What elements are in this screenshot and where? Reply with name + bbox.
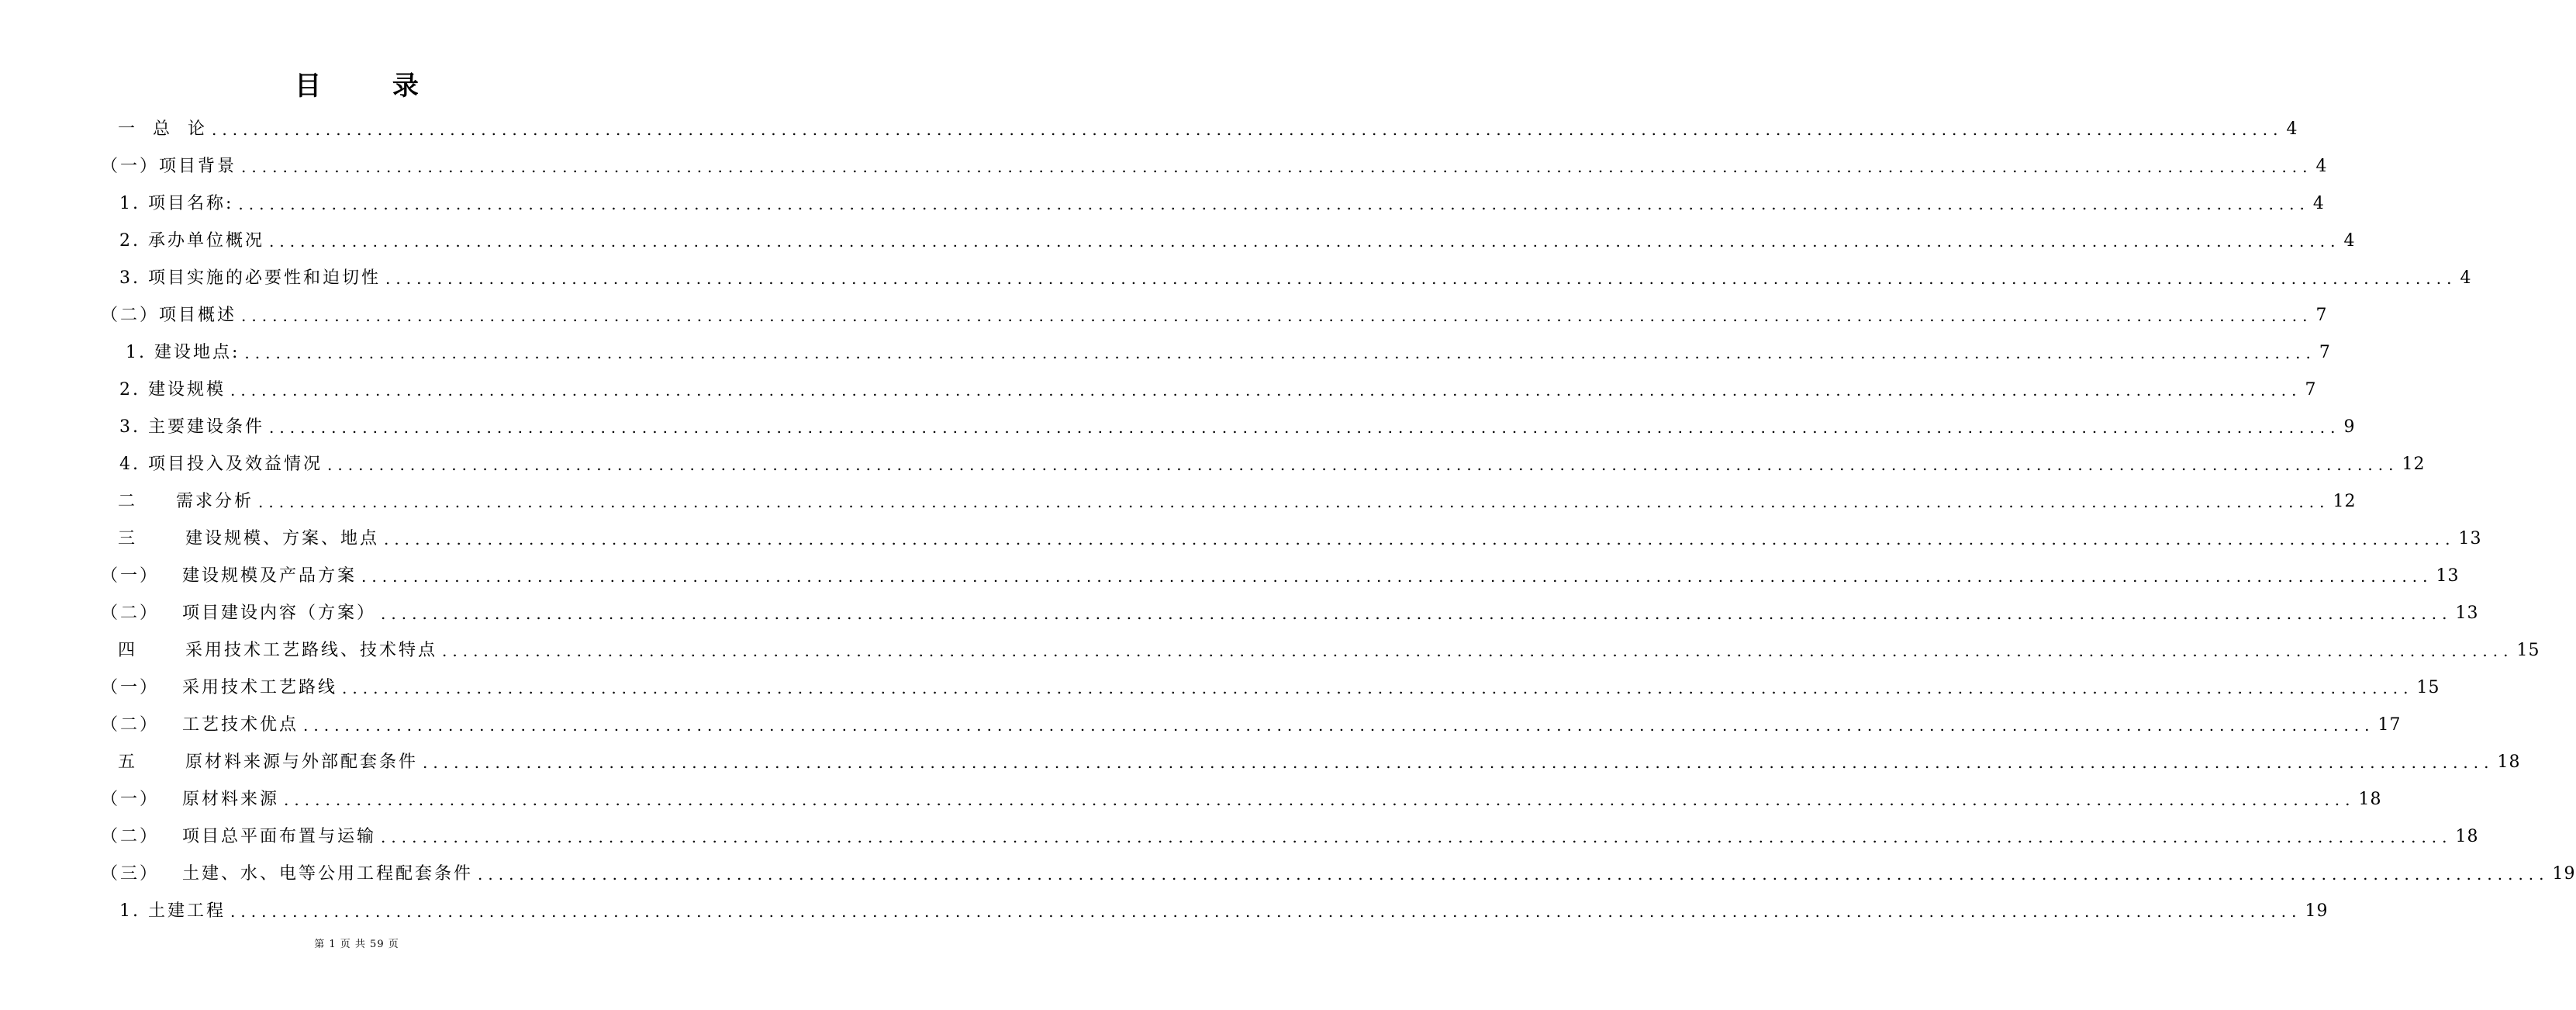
toc-entry-label: 建设规模 xyxy=(147,380,226,400)
toc-entry-page: 12 xyxy=(2402,455,2426,474)
toc-entry-label: 原材料来源 xyxy=(182,790,280,809)
toc-leader-dots: ........................................................................................................................................................................................................ xyxy=(230,381,2302,400)
toc-entry-number: （二） xyxy=(101,715,160,735)
toc-entry-number: （一） xyxy=(101,790,160,809)
toc-entry-number: 3. xyxy=(119,417,148,437)
toc-entry-number: 1. xyxy=(126,343,154,362)
toc-leader-dots: ........................................................................................................................................................................................................ xyxy=(212,120,2284,139)
toc-entry[interactable] xyxy=(101,113,2298,141)
toc-leader-dots: ........................................................................................................................................................................................................ xyxy=(327,455,2399,474)
toc-entry-label: 项目实施的必要性和迫切性 xyxy=(147,268,381,288)
toc-entry-label: 建设规模、方案、地点 xyxy=(185,529,380,548)
toc-leader-dots: ........................................................................................................................................................................................................ xyxy=(241,157,2313,176)
toc-leader-dots: ........................................................................................................................................................................................................ xyxy=(361,567,2433,586)
toc-entry-page: 18 xyxy=(2497,752,2521,772)
toc-entry-label: 项目概述 xyxy=(159,306,237,325)
toc-entry[interactable] xyxy=(101,299,2328,327)
toc-entry-number: （二） xyxy=(101,306,160,325)
toc-entry-page: 13 xyxy=(2458,529,2482,548)
toc-entry[interactable] xyxy=(101,225,2356,253)
toc-entry-label: 采用技术工艺路线 xyxy=(182,678,338,697)
toc-entry-page: 7 xyxy=(2319,343,2331,362)
page-number-text: 第 1 页 共 59 页 xyxy=(314,939,399,950)
toc-entry-number: （一） xyxy=(101,566,160,586)
toc-entry[interactable] xyxy=(101,188,2325,216)
toc-entry-label: 项目名称: xyxy=(147,194,234,213)
toc-leader-dots: ........................................................................................................................................................................................................ xyxy=(244,344,2316,362)
toc-entry-page: 7 xyxy=(2315,306,2328,325)
toc-entry-page: 19 xyxy=(2552,864,2576,884)
toc-entry[interactable] xyxy=(101,746,2521,774)
toc-entry[interactable] xyxy=(101,821,2479,849)
toc-entry-number: （二） xyxy=(101,827,160,846)
toc-entry[interactable] xyxy=(101,597,2479,625)
toc-entry-label: 采用技术工艺路线、技术特点 xyxy=(185,641,438,660)
toc-entry[interactable] xyxy=(101,448,2426,476)
toc-entry-label: 建设地点: xyxy=(154,343,240,362)
toc-leader-dots: ........................................................................................................................................................................................................ xyxy=(230,902,2302,921)
toc-leader-dots: ........................................................................................................................................................................................................ xyxy=(303,716,2375,735)
toc-entry-number: 五 xyxy=(118,752,153,772)
toc-entry-label: 项目建设内容（方案） xyxy=(182,604,377,623)
toc-entry-label: 土建、水、电等公用工程配套条件 xyxy=(182,864,474,884)
toc-leader-dots: ........................................................................................................................................................................................................ xyxy=(269,418,2341,437)
document-title: 目 录 xyxy=(295,71,450,102)
toc-leader-dots: ........................................................................................................................................................................................................ xyxy=(258,493,2330,511)
toc-entry-number: 3. xyxy=(119,268,148,288)
toc-entry-page: 4 xyxy=(2343,231,2356,251)
toc-entry-page: 17 xyxy=(2377,715,2402,735)
toc-entry-label: 原材料来源与外部配套条件 xyxy=(185,752,419,772)
toc-entry-label: 项目背景 xyxy=(159,157,237,176)
toc-entry-page: 4 xyxy=(2315,157,2328,176)
toc-entry-number: 1. xyxy=(119,194,148,213)
toc-entry-label: 总 论 xyxy=(153,119,207,139)
toc-entry-page: 7 xyxy=(2305,380,2317,400)
toc-entry[interactable] xyxy=(101,895,2329,923)
toc-entry-page: 15 xyxy=(2416,678,2440,697)
toc-entry-page: 9 xyxy=(2343,417,2356,437)
toc-entry[interactable] xyxy=(101,486,2357,514)
toc-entry[interactable] xyxy=(101,858,2576,886)
toc-leader-dots: ........................................................................................................................................................................................................ xyxy=(342,679,2414,697)
toc-leader-dots: ........................................................................................................................................................................................................ xyxy=(385,269,2457,288)
toc-entry[interactable] xyxy=(101,150,2328,178)
toc-entry-page: 4 xyxy=(2460,268,2472,288)
toc-leader-dots: ........................................................................................................................................................................................................ xyxy=(269,232,2341,251)
toc-leader-dots: ........................................................................................................................................................................................................ xyxy=(241,306,2313,325)
toc-leader-dots: ........................................................................................................................................................................................................ xyxy=(384,530,2456,548)
toc-entry-number: 1. xyxy=(119,901,148,921)
toc-leader-dots: ........................................................................................................................................................................................................ xyxy=(423,753,2495,772)
toc-entry-label: 主要建设条件 xyxy=(147,417,264,437)
toc-entry[interactable] xyxy=(101,709,2402,737)
toc-leader-dots: ........................................................................................................................................................................................................ xyxy=(442,642,2514,660)
toc-entry[interactable] xyxy=(101,672,2440,700)
toc-entry[interactable] xyxy=(101,783,2382,811)
toc-entry[interactable] xyxy=(101,635,2540,662)
toc-entry-number: 三 xyxy=(118,529,153,548)
toc-entry-number: 四 xyxy=(118,641,153,660)
toc-entry-page: 15 xyxy=(2516,641,2540,660)
toc-entry-page: 4 xyxy=(2286,119,2298,139)
toc-entry-label: 工艺技术优点 xyxy=(182,715,299,735)
toc-entry-number: 2. xyxy=(119,380,148,400)
toc-entry-label: 项目总平面布置与运输 xyxy=(182,827,377,846)
toc-entry-number: 一 xyxy=(118,119,153,139)
toc-entry-page: 18 xyxy=(2358,790,2382,809)
toc-entry-number: 4. xyxy=(119,455,148,474)
toc-leader-dots: ........................................................................................................................................................................................................ xyxy=(478,865,2550,884)
toc-entry-label: 建设规模及产品方案 xyxy=(182,566,357,586)
toc-entry[interactable] xyxy=(101,374,2317,402)
toc-entry-page: 12 xyxy=(2333,492,2357,511)
toc-entry[interactable] xyxy=(101,560,2460,588)
toc-entry[interactable] xyxy=(101,262,2472,290)
toc-entry[interactable] xyxy=(101,523,2482,551)
toc-entry-page: 4 xyxy=(2312,194,2325,213)
toc-leader-dots: ........................................................................................................................................................................................................ xyxy=(381,604,2453,623)
toc-leader-dots: ........................................................................................................................................................................................................ xyxy=(284,790,2356,809)
toc-entry-page: 19 xyxy=(2305,901,2329,921)
toc-leader-dots: ........................................................................................................................................................................................................ xyxy=(381,828,2453,846)
toc-entry-number: （二） xyxy=(101,604,160,623)
page-footer xyxy=(0,936,713,950)
toc-entry[interactable] xyxy=(101,411,2356,439)
toc-entry-label: 承办单位概况 xyxy=(147,231,264,251)
toc-entry-number: 2. xyxy=(119,231,148,251)
toc-entry-page: 13 xyxy=(2436,566,2460,586)
toc-entry-page: 18 xyxy=(2455,827,2479,846)
toc-entry-number: （一） xyxy=(101,157,160,176)
toc-entry-label: 需求分析 xyxy=(176,492,254,511)
toc-entry[interactable] xyxy=(101,337,2331,365)
toc-entry-number: （一） xyxy=(101,678,160,697)
toc-entry-number: （三） xyxy=(101,864,160,884)
toc-entry-number: 二 xyxy=(118,492,153,511)
toc-leader-dots: ........................................................................................................................................................................................................ xyxy=(238,195,2310,213)
toc-entry-page: 13 xyxy=(2455,604,2479,623)
toc-entry-label: 项目投入及效益情况 xyxy=(147,455,323,474)
toc-entry-label: 土建工程 xyxy=(147,901,226,921)
